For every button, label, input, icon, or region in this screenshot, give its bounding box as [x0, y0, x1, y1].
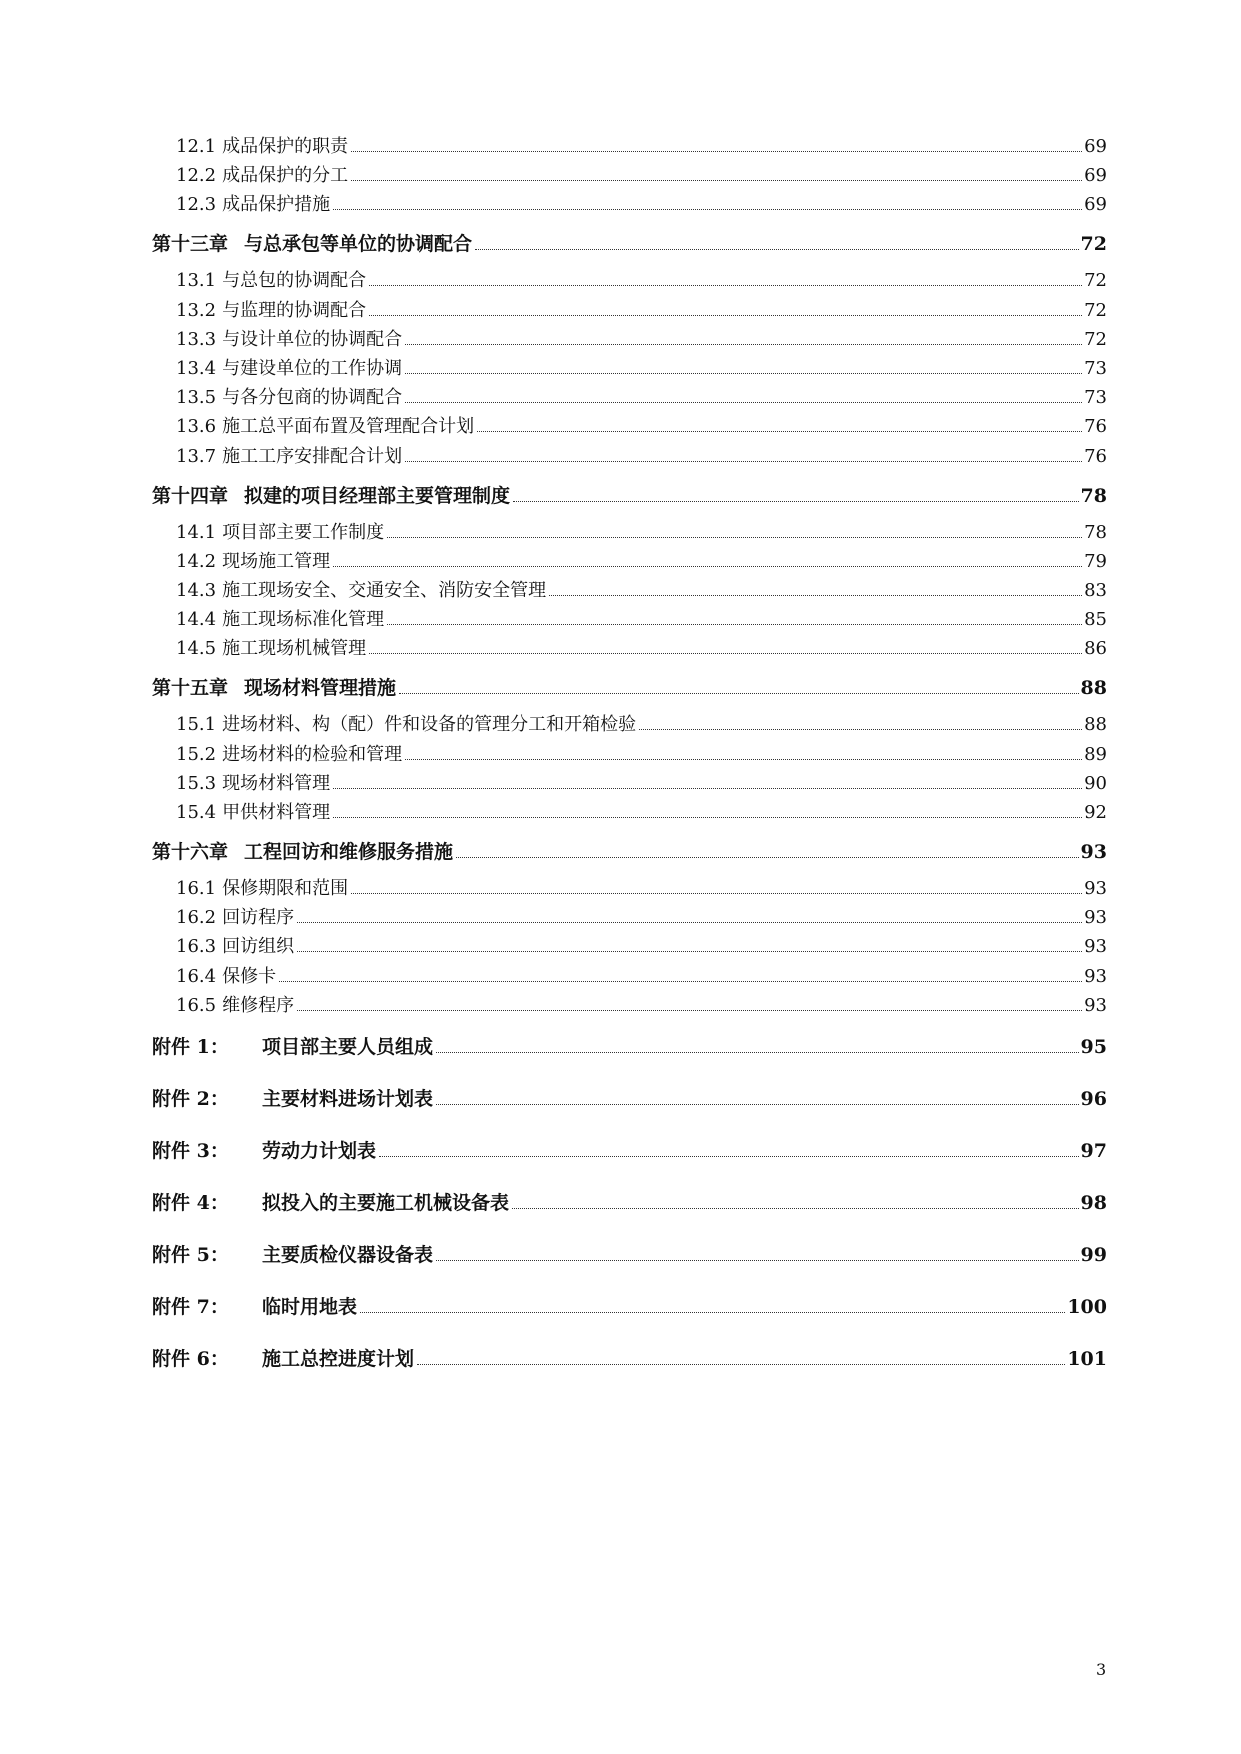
entry-title: 主要质检仪器设备表	[262, 1243, 434, 1266]
entry-page-number: 78	[1084, 521, 1107, 543]
entry-title: 与设计单位的协调配合	[222, 328, 403, 350]
entry-title: 施工总平面布置及管理配合计划	[222, 416, 475, 438]
entry-title: 工程回访和维修服务措施	[244, 841, 454, 863]
entry-title: 临时用地表	[262, 1295, 358, 1318]
entry-page-number: 72	[1084, 270, 1107, 292]
toc-section-entry[interactable]	[176, 799, 1107, 827]
entry-title: 项目部主要工作制度	[222, 521, 385, 543]
dot-leader	[387, 624, 1082, 625]
entry-page-number: 100	[1067, 1295, 1107, 1318]
dot-leader	[417, 1364, 1065, 1365]
toc-chapter-entry[interactable]	[152, 481, 1107, 511]
toc-section-entry[interactable]	[176, 875, 1107, 903]
toc-section-entry[interactable]	[176, 904, 1107, 932]
entry-page-number: 85	[1084, 609, 1107, 631]
entry-page-number: 93	[1084, 907, 1107, 929]
toc-appendix-entry[interactable]	[152, 1240, 1107, 1270]
entry-number: 16.1	[176, 878, 217, 899]
entry-title: 项目部主要人员组成	[262, 1035, 434, 1058]
dot-leader	[512, 1208, 1079, 1209]
entry-number: 第十五章	[152, 677, 229, 700]
entry-page-number: 69	[1084, 136, 1107, 157]
toc-section-entry[interactable]	[176, 519, 1107, 547]
dot-leader	[297, 1010, 1082, 1011]
entry-page-number: 86	[1084, 638, 1107, 660]
entry-number: 第十三章	[152, 233, 229, 256]
dot-leader	[369, 653, 1082, 654]
dot-leader	[333, 566, 1082, 567]
entry-page-number: 76	[1084, 416, 1107, 438]
toc-appendix-entry[interactable]	[152, 1084, 1107, 1114]
dot-leader	[405, 461, 1082, 462]
entry-title: 成品保护的分工	[222, 165, 349, 187]
dot-leader	[405, 402, 1082, 403]
entry-title: 现场施工管理	[222, 550, 331, 572]
toc-section-entry[interactable]	[176, 635, 1107, 663]
toc-appendix-entry[interactable]	[152, 1344, 1107, 1374]
entry-title: 保修卡	[222, 965, 277, 987]
entry-page-number: 79	[1084, 550, 1107, 572]
entry-title: 甲供材料管理	[222, 802, 331, 823]
entry-page-number: 69	[1084, 165, 1107, 187]
entry-number: 13.4	[176, 358, 217, 379]
entry-number: 附件 6：	[152, 1347, 229, 1370]
dot-leader	[379, 1156, 1079, 1157]
entry-number: 附件 2：	[152, 1087, 229, 1110]
entry-page-number: 99	[1080, 1243, 1107, 1266]
toc-section-entry[interactable]	[176, 963, 1107, 991]
dot-leader	[333, 817, 1082, 818]
entry-page-number: 98	[1080, 1191, 1107, 1214]
entry-number: 16.5	[176, 994, 217, 1016]
entry-title: 成品保护的职责	[222, 136, 349, 157]
dot-leader	[387, 537, 1082, 538]
entry-number: 附件 4：	[152, 1191, 229, 1214]
entry-page-number: 72	[1084, 299, 1107, 321]
entry-page-number: 95	[1080, 1035, 1107, 1058]
entry-page-number: 101	[1067, 1347, 1107, 1370]
entry-title: 现场材料管理	[222, 772, 331, 794]
entry-page-number: 73	[1084, 358, 1107, 379]
entry-page-number: 93	[1080, 841, 1107, 863]
entry-number: 14.4	[176, 609, 217, 631]
entry-number: 附件 3：	[152, 1139, 229, 1162]
entry-number: 15.1	[176, 714, 217, 736]
entry-title: 与监理的协调配合	[222, 299, 367, 321]
entry-title: 现场材料管理措施	[244, 677, 397, 700]
dot-leader	[333, 788, 1082, 789]
dot-leader	[549, 595, 1082, 596]
dot-leader	[513, 501, 1079, 502]
entry-title: 回访组织	[222, 936, 295, 958]
entry-number: 14.5	[176, 638, 217, 660]
dot-leader	[477, 431, 1082, 432]
entry-number: 13.7	[176, 445, 217, 467]
entry-number: 13.3	[176, 328, 217, 350]
dot-leader	[436, 1104, 1079, 1105]
entry-title: 施工工序安排配合计划	[222, 445, 403, 467]
entry-number: 14.1	[176, 521, 217, 543]
toc-section-entry[interactable]	[176, 443, 1107, 471]
entry-title: 拟投入的主要施工机械设备表	[262, 1191, 510, 1214]
entry-page-number: 90	[1084, 772, 1107, 794]
toc-appendix-entry[interactable]	[152, 1136, 1107, 1166]
dot-leader	[297, 951, 1082, 952]
entry-title: 与各分包商的协调配合	[222, 387, 403, 409]
entry-number: 13.5	[176, 387, 217, 409]
entry-number: 16.3	[176, 936, 217, 958]
entry-page-number: 88	[1084, 714, 1107, 736]
dot-leader	[369, 315, 1082, 316]
entry-page-number: 93	[1084, 878, 1107, 899]
toc-section-entry[interactable]	[176, 711, 1107, 739]
entry-number: 12.3	[176, 194, 217, 216]
toc-section-entry[interactable]	[176, 770, 1107, 798]
dot-leader	[405, 759, 1082, 760]
dot-leader	[456, 857, 1079, 858]
toc-appendix-entry[interactable]	[152, 1292, 1107, 1322]
dot-leader	[297, 922, 1082, 923]
toc-section-entry[interactable]	[176, 326, 1107, 354]
entry-title: 进场材料的检验和管理	[222, 743, 403, 765]
toc-section-entry[interactable]	[176, 413, 1107, 441]
toc-section-entry[interactable]	[176, 191, 1107, 219]
entry-page-number: 93	[1084, 936, 1107, 958]
dot-leader	[639, 729, 1082, 730]
entry-page-number: 78	[1080, 484, 1107, 507]
dot-leader	[360, 1312, 1065, 1313]
toc-section-entry[interactable]	[176, 133, 1107, 161]
entry-number: 15.3	[176, 772, 217, 794]
dot-leader	[369, 285, 1082, 286]
toc-section-entry[interactable]	[176, 933, 1107, 961]
toc-chapter-entry[interactable]	[152, 837, 1107, 867]
toc-section-entry[interactable]	[176, 355, 1107, 383]
entry-number: 14.3	[176, 580, 217, 601]
dot-leader	[333, 209, 1082, 210]
entry-title: 主要材料进场计划表	[262, 1087, 434, 1110]
page-number: 3	[1096, 1660, 1107, 1679]
entry-page-number: 69	[1084, 194, 1107, 216]
entry-page-number: 76	[1084, 445, 1107, 467]
dot-leader	[475, 249, 1079, 250]
entry-title: 成品保护措施	[222, 194, 331, 216]
entry-number: 16.4	[176, 965, 217, 987]
entry-page-number: 73	[1084, 387, 1107, 409]
dot-leader	[405, 344, 1082, 345]
dot-leader	[436, 1260, 1079, 1261]
entry-page-number: 72	[1080, 233, 1107, 256]
entry-number: 13.2	[176, 299, 217, 321]
toc-section-entry[interactable]	[176, 741, 1107, 769]
entry-title: 施工总控进度计划	[262, 1347, 415, 1370]
toc-section-entry[interactable]	[176, 992, 1107, 1020]
entry-number: 12.1	[176, 136, 217, 157]
entry-number: 14.2	[176, 550, 217, 572]
entry-number: 附件 1：	[152, 1035, 229, 1058]
toc-appendix-entry[interactable]	[152, 1188, 1107, 1218]
entry-page-number: 89	[1084, 743, 1107, 765]
dot-leader	[399, 693, 1079, 694]
dot-leader	[351, 151, 1082, 152]
toc-section-entry[interactable]	[176, 162, 1107, 190]
entry-number: 附件 5：	[152, 1243, 229, 1266]
entry-page-number: 97	[1080, 1139, 1107, 1162]
entry-page-number: 83	[1084, 580, 1107, 601]
entry-title: 施工现场标准化管理	[222, 609, 385, 631]
entry-page-number: 96	[1080, 1087, 1107, 1110]
dot-leader	[279, 981, 1082, 982]
entry-page-number: 72	[1084, 328, 1107, 350]
entry-number: 12.2	[176, 165, 217, 187]
dot-leader	[405, 373, 1082, 374]
entry-page-number: 92	[1084, 802, 1107, 823]
entry-page-number: 93	[1084, 994, 1107, 1016]
toc-section-entry[interactable]	[176, 297, 1107, 325]
entry-number: 第十六章	[152, 841, 229, 863]
entry-number: 第十四章	[152, 484, 229, 507]
toc-section-entry[interactable]	[176, 606, 1107, 634]
entry-title: 与总包的协调配合	[222, 270, 367, 292]
entry-title: 拟建的项目经理部主要管理制度	[244, 484, 511, 507]
dot-leader	[436, 1052, 1079, 1053]
entry-title: 与总承包等单位的协调配合	[244, 233, 473, 256]
entry-number: 15.2	[176, 743, 217, 765]
entry-title: 施工现场机械管理	[222, 638, 367, 660]
entry-title: 与建设单位的工作协调	[222, 358, 403, 379]
dot-leader	[351, 180, 1082, 181]
entry-title: 维修程序	[222, 994, 295, 1016]
toc-section-entry[interactable]	[176, 577, 1107, 605]
entry-title: 回访程序	[222, 907, 295, 929]
toc-appendix-entry[interactable]	[152, 1032, 1107, 1062]
dot-leader	[351, 893, 1082, 894]
entry-page-number: 93	[1084, 965, 1107, 987]
entry-number: 附件 7：	[152, 1295, 229, 1318]
entry-page-number: 88	[1080, 677, 1107, 700]
entry-number: 13.1	[176, 270, 217, 292]
entry-title: 保修期限和范围	[222, 878, 349, 899]
entry-title: 劳动力计划表	[262, 1139, 377, 1162]
entry-number: 15.4	[176, 802, 217, 823]
toc-section-entry[interactable]	[176, 267, 1107, 295]
toc-chapter-entry[interactable]	[152, 229, 1107, 259]
toc-section-entry[interactable]	[176, 548, 1107, 576]
toc-chapter-entry[interactable]	[152, 673, 1107, 703]
entry-number: 13.6	[176, 416, 217, 438]
entry-title: 施工现场安全、交通安全、消防安全管理	[222, 580, 547, 601]
entry-title: 进场材料、构（配）件和设备的管理分工和开箱检验	[222, 714, 637, 736]
entry-number: 16.2	[176, 907, 217, 929]
toc-section-entry[interactable]	[176, 384, 1107, 412]
